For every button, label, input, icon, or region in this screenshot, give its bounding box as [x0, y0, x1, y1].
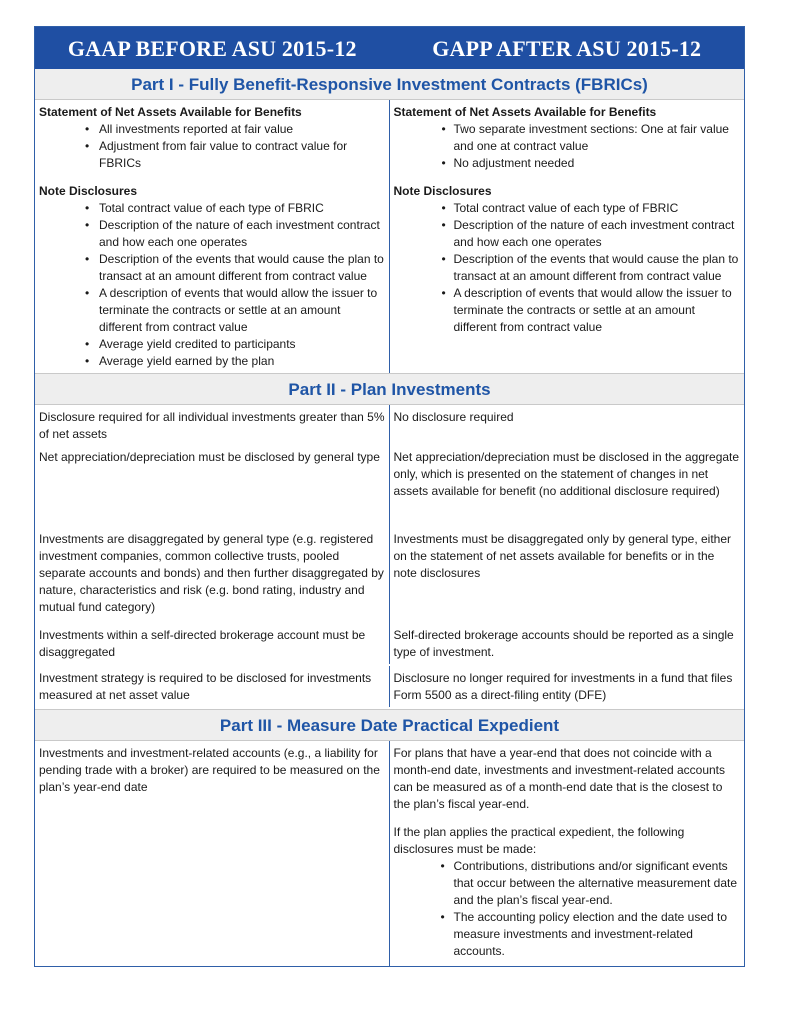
part1-after	[390, 100, 745, 373]
part2-after: Investments must be disaggregated only by general type, either on the statement of net assets available for benefits or in the note disclosures	[393, 532, 732, 580]
part2-after: Self-directed brokerage accounts should be reported as a single type of investment.	[393, 628, 734, 659]
part2-before: Investments within a self-directed brokerage account must be disaggregated	[35, 623, 390, 664]
part3-title: Part III - Measure Date Practical Expedient	[35, 710, 744, 741]
part2-title: Part II - Plan Investments	[35, 374, 744, 405]
statement-list	[39, 121, 385, 172]
list-item: • Description of the nature of each investment contract and how each one operates	[39, 217, 385, 251]
part3-before: Investments and investment-related accounts (e.g., a liability for pending trade with a broker) are required to be measured on the plan’s year-end date	[35, 741, 390, 966]
notes-list	[39, 200, 385, 370]
before-column-title: GAAP BEFORE ASU 2015-12	[67, 36, 357, 61]
list-item: • A description of events that would allow the issuer to terminate the contracts or settle at an amount different from contract value	[39, 285, 385, 336]
list-item: • Average yield earned by the plan	[39, 353, 385, 370]
part3-after	[390, 741, 745, 966]
list-item: • Description of the events that would cause the plan to transact at an amount different from contract value	[39, 251, 385, 285]
part1-row	[35, 100, 744, 374]
list-item: • Total contract value of each type of FBRIC	[39, 200, 385, 217]
notes-list	[394, 200, 741, 336]
list-item: • Description of the events that would cause the plan to transact at an amount different from contract value	[394, 251, 741, 285]
notes-heading: Note Disclosures	[393, 184, 492, 198]
disclosure-paragraph: If the plan applies the practical expedient, the following disclosures must be made:	[393, 825, 685, 856]
list-item: • Adjustment from fair value to contract value for FBRICs	[39, 138, 385, 172]
comparison-table	[34, 26, 745, 967]
list-item: • Description of the nature of each investment contract and how each one operates	[394, 217, 741, 251]
part2-after: No disclosure required	[393, 410, 514, 424]
part3-row	[35, 741, 744, 966]
table-row	[35, 405, 744, 445]
list-item: • No adjustment needed	[394, 155, 741, 172]
list-item: • The accounting policy election and the date used to measure investments and investment-related accounts.	[394, 909, 741, 960]
part2-before: Disclosure required for all individual investments greater than 5% of net assets	[35, 405, 390, 445]
after-column-title: GAPP AFTER ASU 2015-12	[432, 36, 702, 61]
notes-heading: Note Disclosures	[39, 184, 138, 198]
table-row	[35, 445, 744, 527]
disclosure-list	[394, 858, 741, 960]
list-item: • Contributions, distributions and/or significant events that occur between the alternative measurement date and the plan’s fiscal year-end.	[394, 858, 741, 909]
table-row	[35, 527, 744, 623]
part1-title: Part I - Fully Benefit-Responsive Investment Contracts (FBRICs)	[35, 69, 744, 100]
list-item: • Average yield credited to participants	[39, 336, 385, 353]
part2-after: Net appreciation/depreciation must be disclosed in the aggregate only, which is presented on the statement of changes in net assets available for benefit (no additional disclosure required)	[393, 450, 740, 498]
expedient-paragraph: For plans that have a year-end that does not coincide with a month-end date, investments and investment-related accounts can be measured as of a month-end date that is the closest to the plan’s fiscal year-end.	[393, 746, 726, 811]
statement-heading: Statement of Net Assets Available for Benefits	[39, 105, 302, 119]
list-item: • Total contract value of each type of FBRIC	[394, 200, 741, 217]
table-row	[35, 666, 744, 710]
part1-before	[35, 100, 390, 373]
list-item: • A description of events that would allow the issuer to terminate the contracts or settle at an amount different from contract value	[394, 285, 741, 336]
statement-list	[394, 121, 741, 172]
part2-after: Disclosure no longer required for investments in a fund that files Form 5500 as a direct-filing entity (DFE)	[393, 671, 733, 702]
part2-before: Net appreciation/depreciation must be disclosed by general type	[35, 445, 390, 527]
statement-heading: Statement of Net Assets Available for Benefits	[393, 105, 657, 119]
part2-before: Investments are disaggregated by general type (e.g. registered investment companies, common collective trusts, pooled separate accounts and bonds) and then further disaggregated by nature, characteristics and risk (e.g. bond rating, industry and mutual fund category)	[35, 527, 390, 623]
list-item: • Two separate investment sections: One at fair value and one at contract value	[394, 121, 741, 155]
header-banner	[35, 27, 744, 69]
table-row	[35, 623, 744, 666]
list-item: • All investments reported at fair value	[39, 121, 385, 138]
part2-before: Investment strategy is required to be disclosed for investments measured at net asset value	[35, 666, 390, 707]
